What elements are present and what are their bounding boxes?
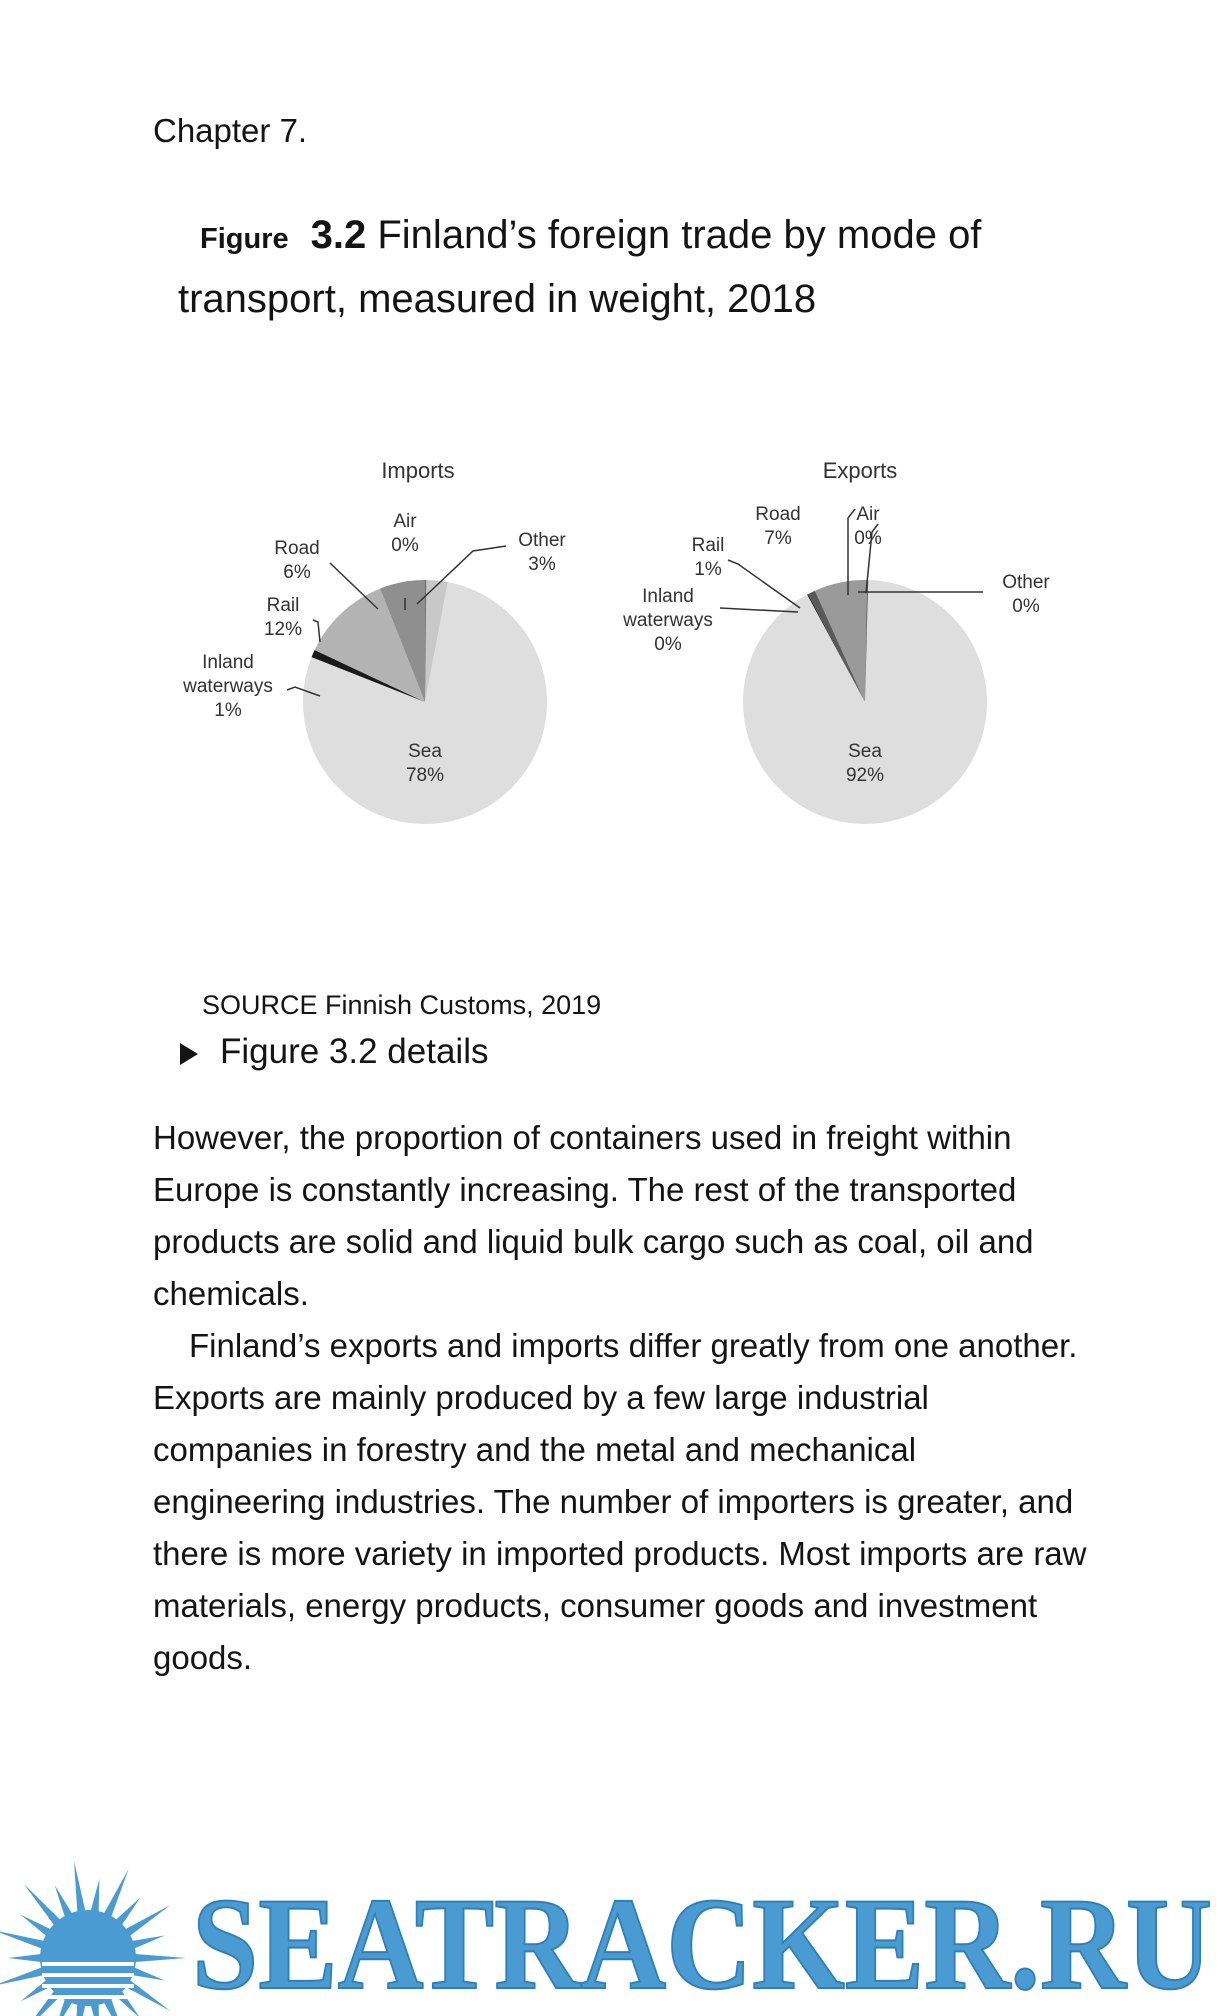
sun-ray bbox=[55, 1885, 73, 1918]
exports-road-pct: 7% bbox=[764, 528, 792, 549]
imports-inland-label-2: waterways bbox=[183, 676, 273, 697]
exports-rail-leader bbox=[728, 560, 800, 608]
exports-sea-label: Sea bbox=[848, 741, 882, 762]
imports-air-label: Air bbox=[393, 511, 417, 532]
exports-rail-pct: 1% bbox=[694, 559, 722, 580]
imports-pie bbox=[303, 580, 547, 824]
exports-inland-label-1: Inland bbox=[642, 586, 694, 607]
figure-details-label[interactable]: Figure 3.2 details bbox=[220, 1032, 489, 1071]
chapter-label: Chapter 7. bbox=[153, 112, 308, 149]
imports-air-pct: 0% bbox=[391, 535, 419, 556]
exports-air-pct: 0% bbox=[854, 528, 882, 549]
imports-title: Imports bbox=[381, 458, 455, 483]
sun-stripe bbox=[42, 1973, 134, 1977]
sun-ray bbox=[24, 1990, 61, 2016]
watermark-text: SEATRACKER.RU bbox=[192, 1870, 1212, 2016]
pie-charts bbox=[160, 440, 1050, 860]
sun-ray bbox=[134, 1954, 186, 1962]
watermark bbox=[0, 1838, 1224, 2016]
exports-other-label: Other bbox=[1002, 572, 1050, 593]
imports-sea-pct: 78% bbox=[405, 765, 445, 786]
figure-source: SOURCE Finnish Customs, 2019 bbox=[202, 990, 602, 1020]
paragraph-2: Finland’s exports and imports differ greatly from one another. Exports are mainly produced by a few large industrial companies in forestry and the metal and mechanical engineering industries. The number of importers is greater, and there is more variety in imported products. Most imports are raw materials, energy products, consumer goods and investment goods. bbox=[153, 1327, 1087, 1676]
figure-title bbox=[178, 205, 1078, 329]
imports-road-leader bbox=[330, 563, 378, 609]
exports-road-label: Road bbox=[755, 504, 801, 525]
exports-title: Exports bbox=[822, 458, 898, 483]
sun-stripe bbox=[42, 1995, 134, 1999]
sun-ray bbox=[74, 1861, 86, 1913]
imports-rail-leader bbox=[313, 620, 320, 642]
sun-ray bbox=[0, 1967, 45, 1986]
body-text bbox=[153, 1112, 1093, 1684]
exports-inland-label-2: waterways bbox=[623, 610, 713, 631]
imports-road-pct: 6% bbox=[283, 562, 311, 583]
imports-other-pct: 3% bbox=[528, 554, 556, 575]
sun-ray bbox=[0, 1930, 45, 1949]
sun-ray bbox=[8, 1954, 42, 1962]
disclosure-triangle-icon[interactable] bbox=[180, 1043, 198, 1065]
figure-word: Figure bbox=[200, 223, 289, 255]
exports-sea-pct: 92% bbox=[845, 765, 885, 786]
exports-inland-pct: 0% bbox=[654, 634, 682, 655]
sun-ray bbox=[103, 1869, 128, 1918]
exports-rail-label: Rail bbox=[691, 535, 725, 556]
figure-number: 3.2 bbox=[310, 213, 367, 257]
imports-road-label: Road bbox=[274, 538, 320, 559]
sun-stripe bbox=[42, 1962, 134, 1966]
sun-logo-icon bbox=[0, 1861, 186, 2016]
imports-other-label: Other bbox=[518, 530, 566, 551]
sun-stripe bbox=[42, 1984, 134, 1988]
paragraph-1: However, the proportion of containers used in freight within Europe is constantly increasing. The rest of the transported products are solid and liquid bulk cargo such as coal, oil and chemicals. bbox=[153, 1119, 1034, 1312]
imports-inland-pct: 1% bbox=[214, 700, 242, 721]
sun-ray bbox=[131, 1967, 165, 1981]
sun-ray bbox=[131, 1935, 165, 1949]
sun-disc bbox=[40, 1910, 136, 2006]
exports-other-pct: 0% bbox=[1012, 596, 1040, 617]
figure-details-toggle[interactable] bbox=[180, 1032, 488, 1072]
sun-ray bbox=[90, 1879, 99, 1913]
exports-pie bbox=[743, 580, 987, 824]
imports-sea-label: Sea bbox=[408, 741, 442, 762]
exports-air-label: Air bbox=[856, 504, 880, 525]
imports-inland-label-1: Inland bbox=[202, 652, 254, 673]
figure-title-text: Finland’s foreign trade by mode of transport, measured in weight, 2018 bbox=[178, 213, 982, 321]
imports-rail-pct: 12% bbox=[263, 619, 303, 640]
imports-rail-label: Rail bbox=[266, 595, 300, 616]
